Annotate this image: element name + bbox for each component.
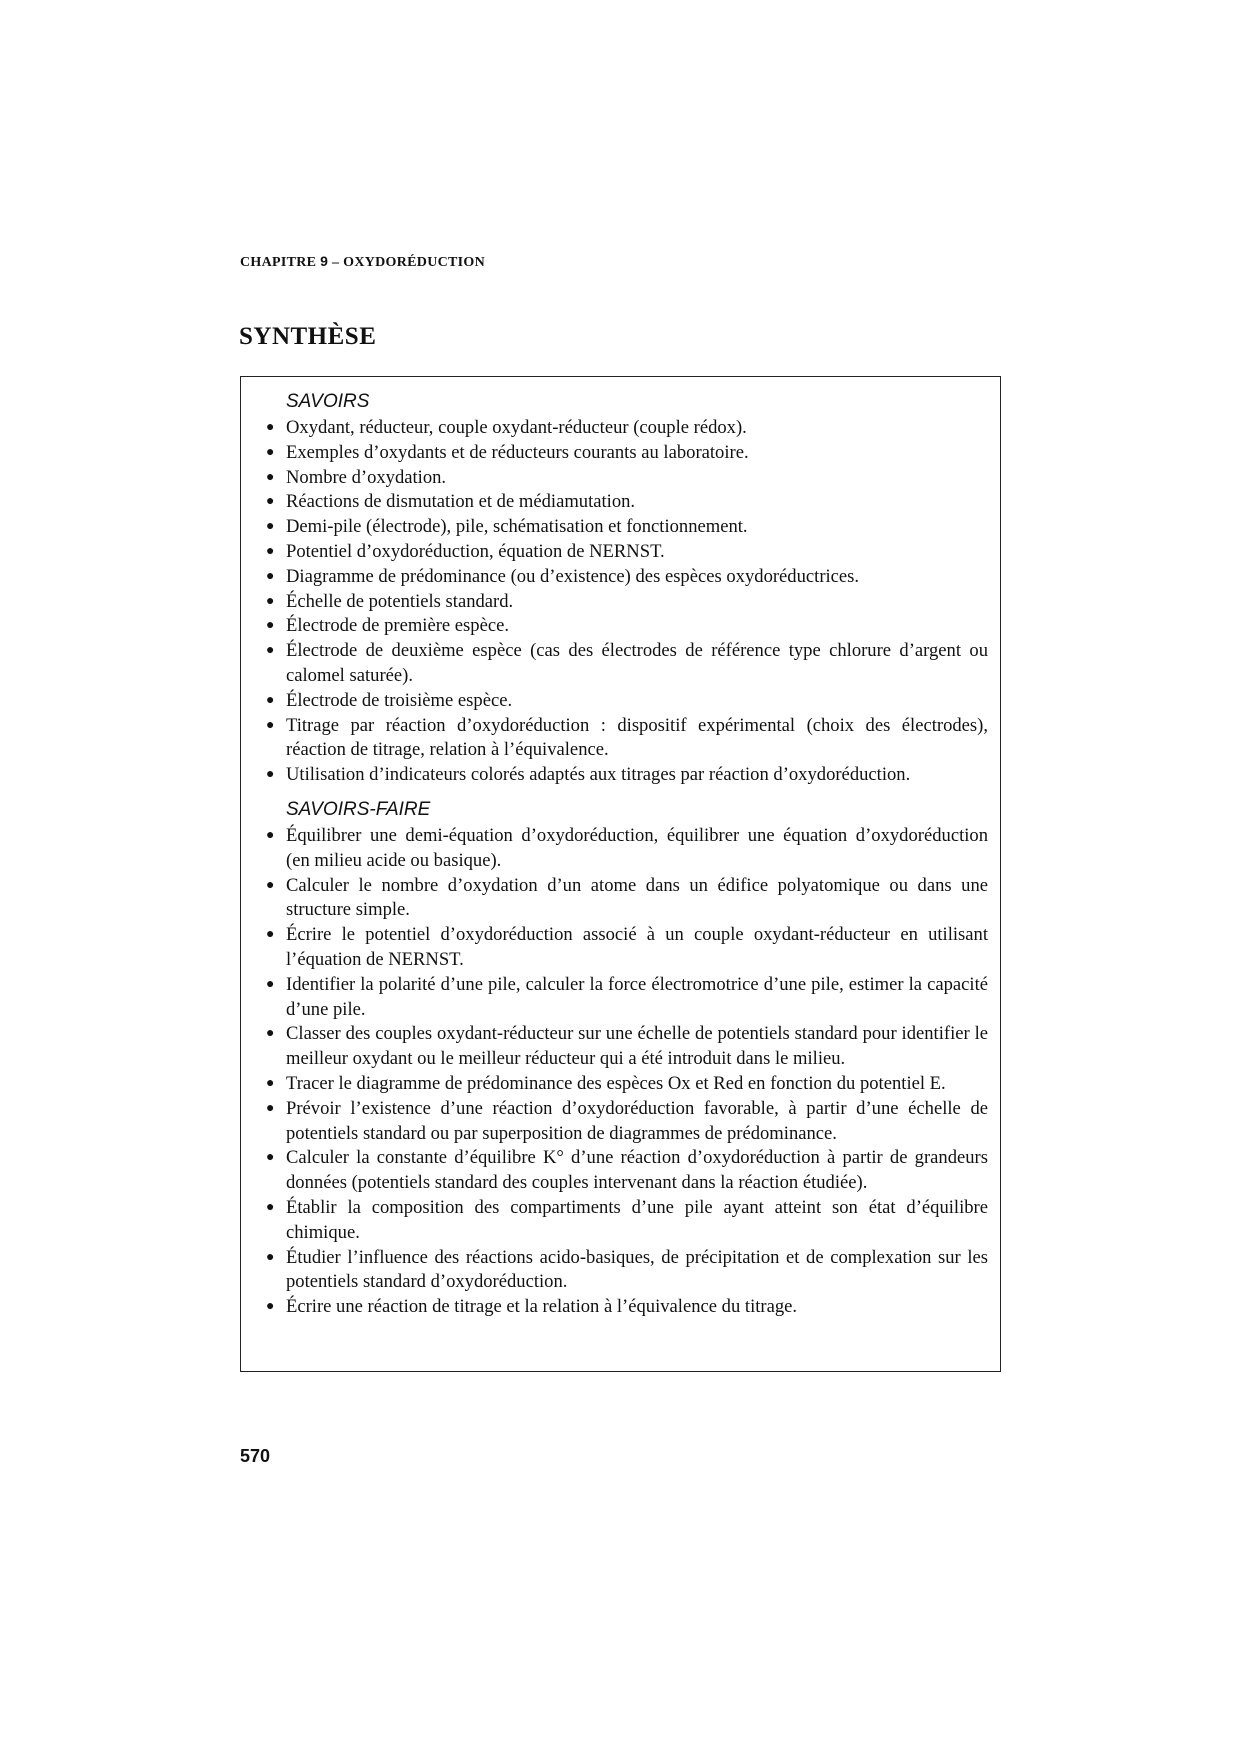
bullet-icon: ● (266, 927, 275, 943)
list-item (253, 689, 988, 714)
bullet-icon: ● (266, 1026, 275, 1042)
savoirs-item-text: Électrode de première espèce. (286, 615, 509, 637)
bullet-icon: ● (266, 543, 275, 559)
list-item (253, 1146, 988, 1196)
savoirs-item-text: Titrage par réaction d’oxydoréduction : dispositif expérimental (choix des électrodes), réaction de titrage, relation à l’équivalence. (286, 714, 988, 761)
bullet-icon: ● (266, 519, 275, 535)
bullet-icon: ● (266, 420, 275, 435)
bullet-icon: ● (266, 444, 275, 460)
savoirs-item-text: Réactions de dismutation et de médiamutation. (286, 491, 636, 513)
savoirs-item-text: Potentiel d’oxydoréduction, équation de NERNST. (286, 540, 665, 562)
savoirs-item-text: Oxydant, réducteur, couple oxydant-réducteur (couple rédox). (286, 417, 747, 438)
savoirs-faire-item-text: Équilibrer une demi-équation d’oxydoréduction, équilibrer une équation d’oxydoréduction (en milieu acide ou basique). (286, 824, 988, 871)
list-item (253, 714, 988, 764)
chapter-number: 9 (320, 253, 329, 269)
bullet-icon: ● (266, 1100, 275, 1116)
bullet-icon: ● (266, 767, 275, 783)
savoirs-faire-item-text: Identifier la polarité d’une pile, calculer la force électromotrice d’une pile, estimer la capacité d’une pile. (286, 973, 988, 1020)
savoirs-faire-item-text: Calculer la constante d’équilibre K° d’une réaction d’oxydoréduction à partir de grandeurs données (potentiels standard des couples intervenant dans la réaction étudiée). (286, 1147, 988, 1194)
savoirs-faire-item-text: Classer des couples oxydant-réducteur sur une échelle de potentiels standard pour identifier le meilleur oxydant ou le meilleur réducteur qui a été introduit dans le milieu. (286, 1023, 988, 1070)
list-item (253, 874, 988, 924)
bullet-icon: ● (266, 1299, 275, 1315)
list-item (253, 1246, 988, 1296)
list-item (253, 590, 988, 615)
list-item (253, 441, 988, 466)
chapter-title: OXYDORÉDUCTION (343, 255, 486, 270)
savoirs-item-text: Électrode de troisième espèce. (286, 689, 513, 711)
bullet-icon: ● (266, 593, 275, 609)
bullet-icon: ● (266, 692, 275, 708)
savoirs-faire-heading: SAVOIRS-FAIRE (286, 798, 431, 820)
list-item (253, 1022, 988, 1072)
list-item (253, 923, 988, 973)
bullet-icon: ● (266, 717, 275, 733)
savoirs-faire-item-text: Prévoir l’existence d’une réaction d’oxydoréduction favorable, à partir d’une échelle de potentiels standard ou par superposition de diagrammes de prédominance. (286, 1097, 988, 1144)
savoirs-faire-item-text: Écrire le potentiel d’oxydoréduction associé à un couple oxydant-réducteur en utilisant l’équation de NERNST. (286, 924, 988, 970)
list-item (253, 763, 988, 788)
savoirs-item-text: Diagramme de prédominance (ou d’existence) des espèces oxydoréductrices. (286, 565, 860, 587)
list-item (253, 540, 988, 565)
bullet-icon: ● (266, 1199, 275, 1215)
list-item (253, 824, 988, 874)
savoirs-item-text: Électrode de deuxième espèce (cas des électrodes de référence type chlorure d’argent ou calomel saturée). (286, 640, 988, 686)
list-item (253, 973, 988, 1023)
bullet-icon: ● (266, 1075, 275, 1091)
list-item (253, 515, 988, 540)
chapter-word: CHAPITRE (240, 255, 317, 270)
savoirs-faire-item-text: Étudier l’influence des réactions acido-basiques, de précipitation et de complexation sur les potentiels standard d’oxydoréduction. (286, 1246, 988, 1293)
bullet-icon: ● (266, 494, 275, 510)
list-item (253, 1072, 988, 1097)
bullet-icon: ● (266, 568, 275, 584)
savoirs-item-text: Demi-pile (électrode), pile, schématisation et fonctionnement. (286, 516, 748, 538)
section-title: SYNTHÈSE (239, 323, 377, 350)
bullet-icon: ● (266, 976, 275, 992)
list-item (253, 466, 988, 491)
bullet-icon: ● (266, 643, 275, 659)
list-item (253, 1196, 988, 1246)
page-number: 570 (240, 1446, 271, 1466)
list-item (253, 565, 988, 590)
bullet-icon: ● (266, 1249, 275, 1265)
savoirs-list (253, 416, 988, 788)
header-separator: – (332, 255, 340, 270)
bullet-icon: ● (266, 827, 275, 843)
bullet-icon: ● (266, 1150, 275, 1166)
list-item (253, 639, 988, 689)
list-item (253, 1097, 988, 1147)
bullet-icon: ● (266, 618, 275, 634)
running-header (240, 253, 485, 271)
list-item (253, 416, 988, 441)
bullet-icon: ● (266, 877, 275, 893)
list-item (253, 614, 988, 639)
list-item (253, 490, 988, 515)
savoirs-heading: SAVOIRS (286, 391, 370, 412)
savoirs-item-text: Échelle de potentiels standard. (286, 590, 514, 612)
savoirs-item-text: Exemples d’oxydants et de réducteurs courants au laboratoire. (286, 441, 749, 463)
savoirs-faire-list (253, 824, 988, 1320)
synthesis-box (240, 376, 1001, 1372)
savoirs-faire-item-text: Calculer le nombre d’oxydation d’un atome dans un édifice polyatomique ou dans une structure simple. (286, 874, 988, 921)
savoirs-item-text: Nombre d’oxydation. (286, 466, 447, 488)
list-item (253, 1295, 988, 1320)
savoirs-faire-item-text: Établir la composition des compartiments d’une pile ayant atteint son état d’équilibre chimique. (286, 1196, 988, 1243)
savoirs-faire-item-text: Écrire une réaction de titrage et la relation à l’équivalence du titrage. (286, 1296, 798, 1318)
savoirs-faire-item-text: Tracer le diagramme de prédominance des espèces Ox et Red en fonction du potentiel E. (286, 1072, 946, 1094)
savoirs-item-text: Utilisation d’indicateurs colorés adaptés aux titrages par réaction d’oxydoréduction. (286, 764, 911, 786)
bullet-icon: ● (266, 469, 275, 485)
